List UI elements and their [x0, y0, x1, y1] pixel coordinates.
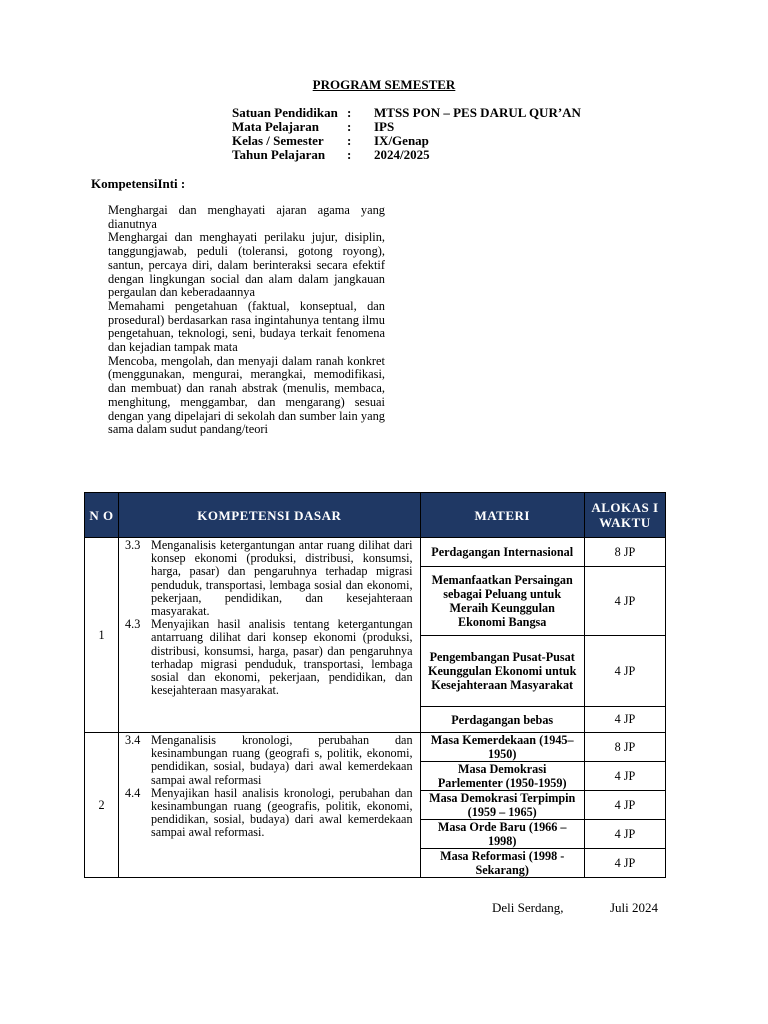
meta-row-tahun-pelajaran — [232, 148, 581, 162]
kompetensi-inti-item: Mencoba, mengolah, dan menyaji dalam ranah konkret (menggunakan, mengurai, merangkai, memodifikasi, dan membuat) dan ranah abstrak (menulis, membaca, menghitung, menggambar, dan mengarang) sesuai dengan yang dipelajari di sekolah dan sumber lain yang sama dalam sudut pandang/teori — [108, 353, 385, 437]
header-no: N O — [85, 493, 119, 538]
meta-label: Mata Pelajaran — [232, 119, 320, 134]
meta-colon: : — [347, 147, 352, 162]
meta-label: Satuan Pendidikan — [232, 105, 338, 120]
meta-row-mata-pelajaran — [232, 120, 581, 134]
meta-value: MTSS PON – PES DARUL QUR’AN — [374, 105, 581, 120]
kompetensi-dasar-table — [84, 492, 666, 878]
materi-cell: Masa Demokrasi Parlementer (1950-1959) — [420, 762, 584, 791]
alokasi-waktu-cell: 4 JP — [584, 707, 665, 733]
meta-label: Kelas / Semester — [232, 133, 324, 148]
meta-value: 2024/2025 — [374, 147, 430, 162]
meta-row-kelas-semester — [232, 134, 581, 148]
kompetensi-inti-list — [108, 204, 385, 437]
kompetensi-inti-item: Menghargai dan menghayati ajaran agama yang dianutnya — [108, 203, 385, 231]
kd-number: 3.3 — [125, 538, 141, 552]
materi-cell: Masa Orde Baru (1966 – 1998) — [420, 820, 584, 849]
alokasi-waktu-cell: 4 JP — [584, 820, 665, 849]
alokasi-waktu-cell: 4 JP — [584, 762, 665, 791]
kd-text: Menganalisis ketergantungan antar ruang dilihat dari konsep ekonomi (produksi, distribusi, konsumsi, harga, pasar) dan pengaruhnya terhadap migrasi penduduk, transportasi, lembaga sosial dan ekonomi, pekerjaan, pendidikan, dan kesejahteraan masyarakat. — [151, 538, 413, 619]
meta-value: IX/Genap — [374, 133, 429, 148]
alokasi-waktu-cell: 4 JP — [584, 791, 665, 820]
materi-cell: Masa Reformasi (1998 - Sekarang) — [420, 849, 584, 878]
table-header-row — [85, 493, 666, 538]
kompetensi-inti-item: Menghargai dan menghayati perilaku jujur, disiplin, tanggungjawab, peduli (toleransi, gotong royong), santun, percaya diri, dalam berinteraksi secara efektif dengan lingkungan social dan alam dalam jangkauan pergaulan dan keberadaannya — [108, 230, 385, 300]
alokasi-waktu-cell: 4 JP — [584, 636, 665, 707]
kd-item — [122, 539, 413, 618]
meta-row-satuan-pendidikan — [232, 106, 581, 120]
kd-item — [122, 618, 413, 697]
kompetensi-inti-item: Memahami pengetahuan (faktual, konseptual, dan prosedural) berdasarkan rasa ingintahunya tentang ilmu pengetahuan, teknologi, seni, budaya terkait fenomena dan kejadian tampak mata — [108, 298, 385, 355]
materi-cell: Masa Demokrasi Terpimpin (1959 – 1965) — [420, 791, 584, 820]
meta-label: Tahun Pelajaran — [232, 147, 326, 162]
kd-item — [122, 734, 413, 787]
kd-text: Menyajikan hasil analisis kronologi, perubahan dan kesinambungan ruang (geografis, politik, ekonomi, pendidikan, sosial, budaya) dari awal kemerdekaan sampai awal reformasi. — [151, 785, 413, 840]
header-alokasi-waktu: ALOKAS I WAKTU — [584, 493, 665, 538]
row-number: 2 — [85, 733, 119, 878]
kd-text: Menyajikan hasil analisis tentang ketergantungan antarruang dilihat dari konsep ekonomi (produksi, distribusi, konsumsi, harga, pasar) dan pengaruhnya terhadap migrasi penduduk, transportasi, lembaga sosial dan ekonomi, pekerjaan, pendidikan, dan kesejahteraan masyarakat. — [151, 617, 413, 698]
header-materi: MATERI — [420, 493, 584, 538]
header-kompetensi-dasar: KOMPETENSI DASAR — [119, 493, 421, 538]
alokasi-waktu-cell: 8 JP — [584, 538, 665, 567]
table-row — [85, 538, 666, 567]
kompetensi-dasar-cell — [119, 538, 421, 733]
meta-colon: : — [347, 133, 352, 148]
meta-colon: : — [347, 105, 352, 120]
materi-cell: Pengembangan Pusat-Pusat Keunggulan Ekonomi untuk Kesejahteraan Masyarakat — [420, 636, 584, 707]
table-row — [85, 733, 666, 762]
alokasi-waktu-cell: 8 JP — [584, 733, 665, 762]
signature-date: Juli 2024 — [610, 900, 659, 915]
alokasi-waktu-cell: 4 JP — [584, 849, 665, 878]
kd-number: 4.4 — [125, 785, 141, 800]
row-number: 1 — [85, 538, 119, 733]
alokasi-waktu-cell: 4 JP — [584, 567, 665, 636]
kompetensi-dasar-cell — [119, 733, 421, 878]
meta-colon: : — [347, 119, 352, 134]
signature-place: Deli Serdang, — [492, 900, 564, 915]
page-title: PROGRAM SEMESTER — [312, 77, 456, 92]
kompetensi-inti-heading: KompetensiInti : — [91, 176, 186, 191]
kd-item — [122, 787, 413, 840]
materi-cell: Perdagangan bebas — [420, 707, 584, 733]
kd-number: 4.3 — [125, 617, 141, 632]
meta-value: IPS — [374, 119, 395, 134]
signature-line — [492, 900, 658, 916]
materi-cell: Masa Kemerdekaan (1945–1950) — [420, 733, 584, 762]
materi-cell: Memanfaatkan Persaingan sebagai Peluang untuk Meraih Keunggulan Ekonomi Bangsa — [420, 567, 584, 636]
document-meta — [232, 106, 581, 162]
kd-text: Menganalisis kronologi, perubahan dan kesinambungan ruang (geografi s, politik, ekonomi, pendidikan, sosial, budaya) dari awal kemerdekaan sampai awal reformasi — [151, 733, 413, 787]
kd-number: 3.4 — [125, 733, 141, 747]
materi-cell: Perdagangan Internasional — [420, 538, 584, 567]
